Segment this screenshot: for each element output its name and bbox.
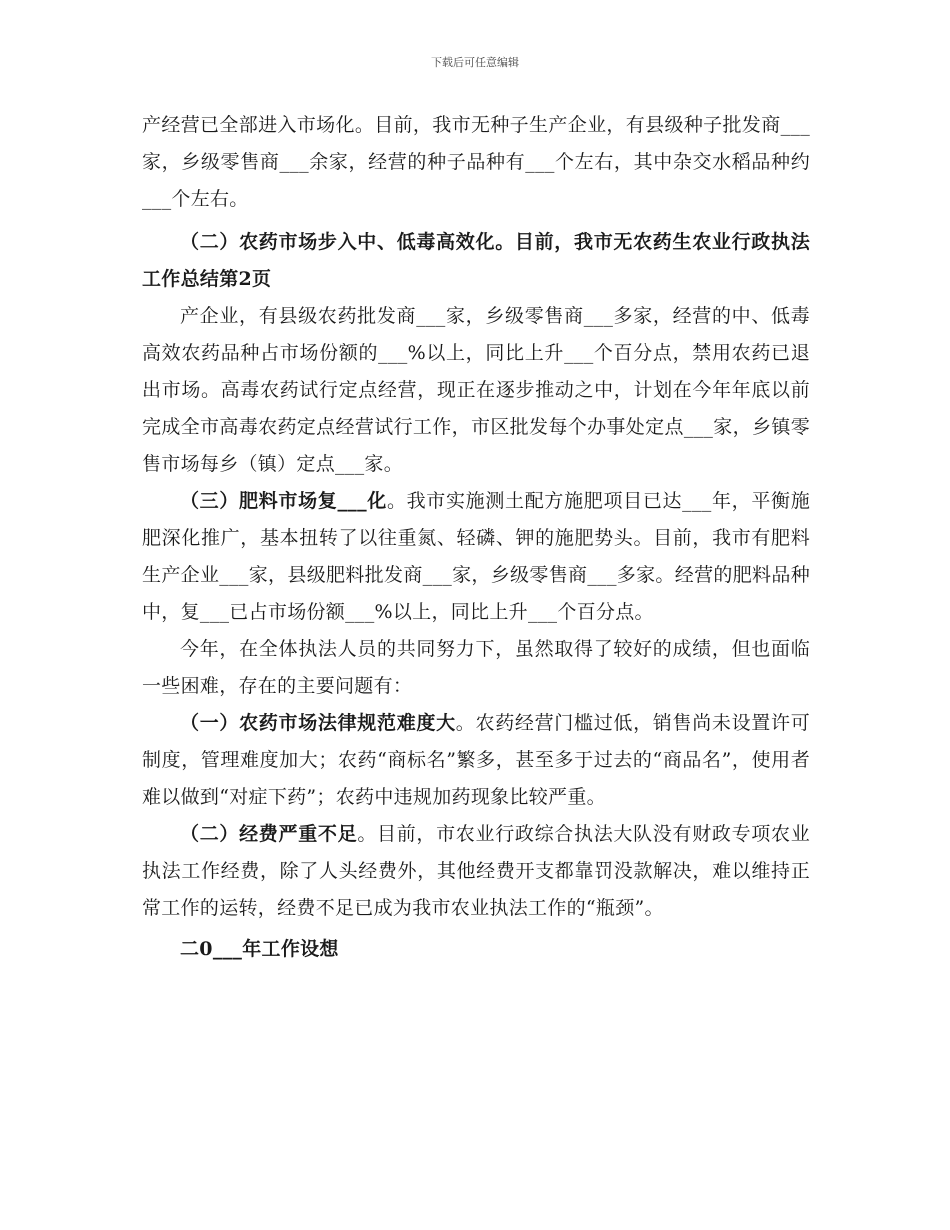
paragraph-pesticide-heading <box>142 224 810 298</box>
paragraph-text: 产企业，有县级农药批发商___家，乡级零售商___多家，经营的中、低毒高效农药品种占市场份额的___%以上，同比上升___个百分点，禁用农药已退出市场。高毒农药试行定点经营，现正在逐步推动之中，计划在今年年底以前完成全市高毒农药定点经营试行工作，市区批发每个办事处定点___家，乡镇零售市场每乡（镇）定点___家。 <box>142 305 810 475</box>
page-header: 下载后可任意编辑 <box>431 56 519 69</box>
section-heading: （二）经费严重不足 <box>180 823 358 845</box>
paragraph-text: 。农药经营门槛过低，销售尚未设置许可制度，管理难度加大；农药“商标名”繁多，甚至多于过去的“商品名”，使用者难以做到“对症下药”；农药中违规加药现象比较严重。 <box>142 712 810 808</box>
paragraph-problem-funding <box>142 816 810 927</box>
paragraph-work-plan-title <box>142 931 810 968</box>
paragraph-text: 今年，在全体执法人员的共同努力下，虽然取得了较好的成绩，但也面临一些困难，存在的主要问题有： <box>142 638 810 697</box>
section-heading: （三）肥料市场复___化 <box>180 490 387 512</box>
section-heading: （二）农药市场步入中、低毒高效化。目前，我市无农药生农业行政执法工作总结第2页 <box>142 231 810 290</box>
paragraph-text: 产经营已全部进入市场化。目前，我市无种子生产企业，有县级种子批发商___家，乡级零售商___余家，经营的种子品种有___个左右，其中杂交水稻品种约___个左右。 <box>142 114 810 210</box>
paragraph-text: 。目前，市农业行政综合执法大队没有财政专项农业执法工作经费，除了人头经费外，其他经费开支都靠罚没款解决，难以维持正常工作的运转，经费不足已成为我市农业执法工作的“瓶颈”。 <box>142 823 811 919</box>
paragraph-fertilizer-market <box>142 483 810 631</box>
paragraph-problems-intro <box>142 631 810 705</box>
paragraph-problem-regulation <box>142 705 810 816</box>
paragraph-pesticide-market <box>142 298 810 483</box>
paragraph-seed-market <box>142 107 810 218</box>
section-heading: 二0___年工作设想 <box>180 938 339 960</box>
paragraph-text: 。我市实施测土配方施肥项目已达___年，平衡施肥深化推广，基本扭转了以往重氮、轻磷、钾的施肥势头。目前，我市有肥料生产企业___家，县级肥料批发商___家，乡级零售商___多家。经营的肥料品种中，复___已占市场份额___%以上，同比上升___个百分点。 <box>142 490 810 623</box>
document-body <box>142 107 810 968</box>
section-heading: （一）农药市场法律规范难度大 <box>180 712 456 734</box>
